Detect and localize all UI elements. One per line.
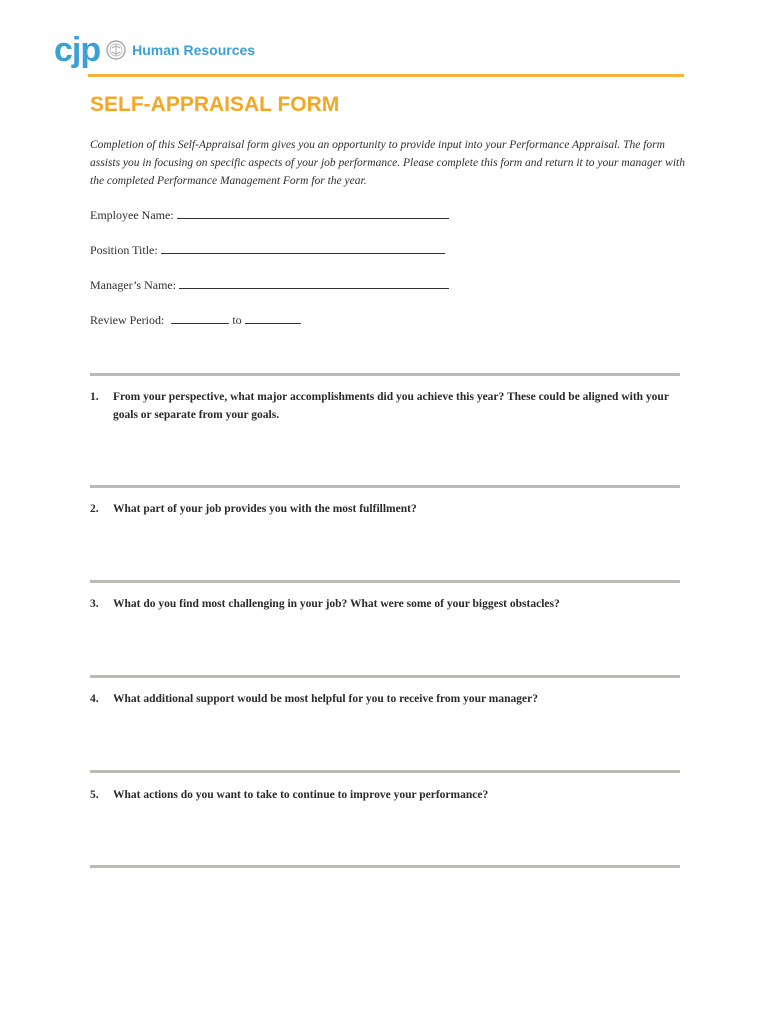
- question-text: What actions do you want to take to continue to improve your performance?: [113, 789, 489, 801]
- employee-name-field[interactable]: [90, 206, 449, 223]
- header-divider: [88, 74, 684, 77]
- position-title-field[interactable]: [90, 241, 445, 258]
- cjp-logo: cjp: [54, 31, 101, 69]
- review-period-end-line[interactable]: [245, 311, 301, 324]
- question-text: What additional support would be most helpful for you to receive from your manager?: [113, 693, 538, 705]
- department-name: Human Resources: [132, 42, 256, 58]
- question-4-answer-divider: [90, 770, 680, 773]
- position-title-label: Position Title:: [90, 243, 158, 257]
- question-number: 5.: [90, 789, 99, 801]
- question-4: [90, 690, 680, 708]
- employee-name-line[interactable]: [177, 206, 449, 219]
- review-period-field[interactable]: [90, 311, 301, 328]
- question-1: [90, 388, 680, 424]
- question-number: 4.: [90, 693, 99, 705]
- question-5: [90, 786, 680, 804]
- question-text: What do you find most challenging in your job? What were some of your biggest obstacles?: [113, 598, 560, 610]
- question-5-answer-divider: [90, 865, 680, 868]
- managers-name-label: Manager’s Name:: [90, 278, 177, 292]
- review-period-label: Review Period:: [90, 313, 165, 327]
- page-header: [54, 30, 255, 70]
- question-text: From your perspective, what major accomplishments did you achieve this year? These could be aligned with your goals or separate from your goals.: [113, 391, 669, 421]
- form-title: SELF-APPRAISAL FORM: [90, 93, 340, 116]
- question-2: [90, 500, 680, 518]
- seal-icon: [106, 40, 126, 60]
- question-1-answer-divider: [90, 485, 680, 488]
- position-title-line[interactable]: [161, 241, 445, 254]
- employee-name-label: Employee Name:: [90, 208, 174, 222]
- question-number: 3.: [90, 598, 99, 610]
- question-2-answer-divider: [90, 580, 680, 583]
- section-divider: [90, 373, 680, 376]
- managers-name-line[interactable]: [179, 276, 449, 289]
- question-number: 2.: [90, 503, 99, 515]
- review-period-start-line[interactable]: [171, 311, 229, 324]
- form-intro: Completion of this Self-Appraisal form gives you an opportunity to provide input into your Performance Appraisal. The form assists you in focusing on specific aspects of your job performance. Please complete this form and return it to your manager with the completed Performance Management Form for the year.: [90, 139, 685, 187]
- question-number: 1.: [90, 391, 99, 403]
- question-text: What part of your job provides you with the most fulfillment?: [113, 503, 417, 515]
- question-3: [90, 595, 680, 613]
- managers-name-field[interactable]: [90, 276, 449, 293]
- question-3-answer-divider: [90, 675, 680, 678]
- review-period-to-label: to: [232, 313, 242, 327]
